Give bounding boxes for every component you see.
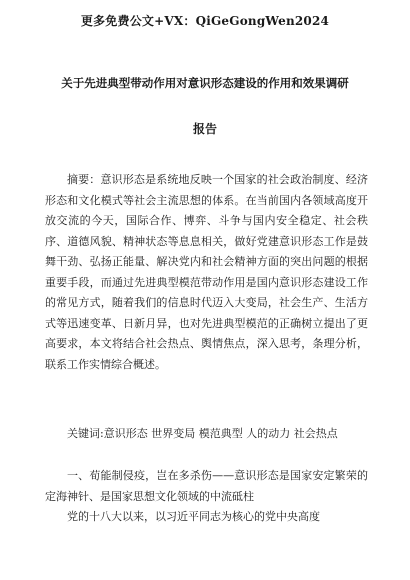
promo-banner: 更多免费公文+VX：QiGeGongWen2024 xyxy=(80,14,330,28)
body-paragraph: 党的十八大以来，以习近平同志为核心的党中央高度 xyxy=(67,510,320,523)
abstract-paragraph: 摘要：意识形态是系统地反映一个国家的社会政治制度、经济形态和文化模式等社会主流思想的体系。在当前国内各领域高度开放交流的今天，国际合作、博弈、斗争与国内安全稳定、社会秩序、道德风貌、精神状态等息息相关，做好党建意识形态工作是鼓舞干劲、弘扬正能量、解决党内和社会精神方面的突出问题的根据重要手段，而通过先进典型模范带动作用是国内意识形态建设工作的常见方式，随着我们的信息时代迈入大变局，社会生产、生活方式等迅速变革、日新月异，也对先进典型模范的正确树立提出了更高要求，本文将结合社会热点、舆情焦点，深入思考，条理分析，联系工作实情综合概述。 xyxy=(45,173,368,371)
document-subtitle: 报告 xyxy=(192,122,217,136)
keywords-paragraph: 关键词:意识形态 世界变局 模范典型 人的动力 社会热点 xyxy=(67,427,338,440)
document-title: 关于先进典型带动作用对意识形态建设的作用和效果调研 xyxy=(61,76,349,90)
section-heading: 一、荀能制侵疫，岂在多杀伤——意识形态是国家安定繁荣的定海神针、是国家思想文化领域的中流砥柱 xyxy=(45,469,368,503)
